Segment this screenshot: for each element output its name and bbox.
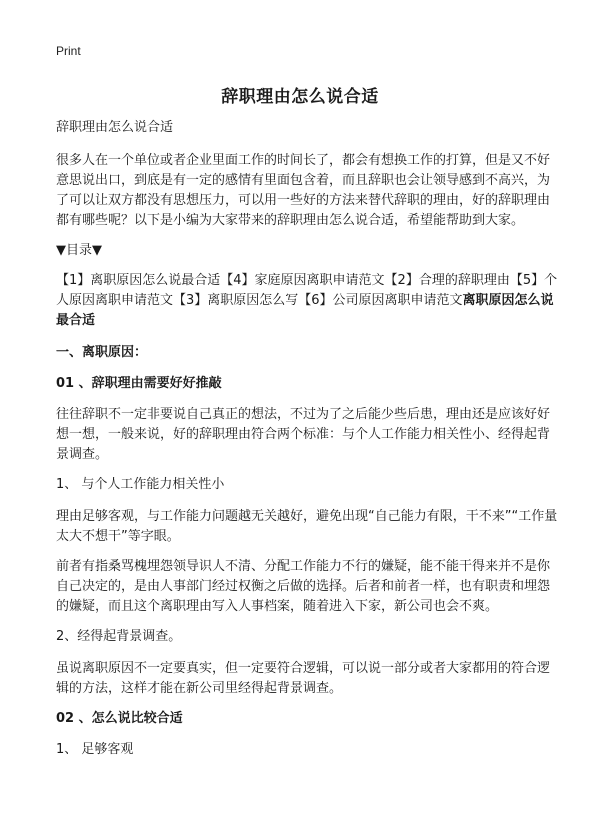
toc-links[interactable]: 【1】离职原因怎么说最合适【4】家庭原因离职申请范文【2】合理的辞职理由【5】个人原因离职申请范文【3】离职原因怎么写【6】公司原因离职申请范文 <box>56 273 558 308</box>
paragraph-2: 理由足够客观，与工作能力问题越无关越好，避免出现“自己能力有限，干不来”“工作量太大不想干”等字眼。 <box>56 509 558 544</box>
paragraph-1: 往往辞职不一定非要说自己真正的想法，不过为了之后能少些后患，理由还是应该好好想一想，一般来说，好的辞职理由符合两个标准：与个人工作能力相关性小、经得起背景调查。 <box>56 407 551 462</box>
print-label[interactable]: Print <box>56 44 81 58</box>
table-of-contents[interactable] <box>56 271 560 331</box>
intro-paragraph: 很多人在一个单位或者企业里面工作的时间长了，都会有想换工作的打算，但是又不好意思说出口，到底是有一定的感情有里面包含着，而且辞职也会让领导感到不高兴，为了可以让双方都没有思想压力，可以用一些好的方法来替代辞职的理由，好的辞职理由都有哪些呢？以下是小编为大家带来的辞职理由怎么说合适，希望能帮助到大家。 <box>56 153 551 228</box>
paragraph-3: 前者有指桑骂槐埋怨领导识人不清、分配工作能力不行的嫌疑，能不能干得来并不是你自己决定的，是由人事部门经过权衡之后做的选择。后者和前者一样，也有职责和埋怨的嫌疑，而且这个离职理由写入人事档案，随着进入下家，新公司也会不爽。 <box>56 559 551 614</box>
toc-heading[interactable]: ▼目录▼ <box>56 243 102 258</box>
paragraph-4: 虽说离职原因不一定要真实，但一定要符合逻辑，可以说一部分或者大家都用的符合逻辑的方法，这样才能在新公司里经得起背景调查。 <box>56 661 551 696</box>
article-body <box>56 118 560 772</box>
section-heading-1: 一、离职原因： <box>56 345 148 360</box>
page-title: 辞职理由怎么说合适 <box>221 87 379 107</box>
subsection-heading-02: 02 、怎么说比较合适 <box>56 711 183 726</box>
list-item-1: 1、 与个人工作能力相关性小 <box>56 477 225 492</box>
list-item-2: 2、经得起背景调查。 <box>56 629 182 644</box>
list-item-3: 1、 足够客观 <box>56 742 134 757</box>
toc-bold-tail: 离职原因怎么说最合适 <box>56 293 554 328</box>
article-subtitle: 辞职理由怎么说合适 <box>56 120 174 135</box>
subsection-heading-01: 01 、辞职理由需要好好推敲 <box>56 376 222 391</box>
